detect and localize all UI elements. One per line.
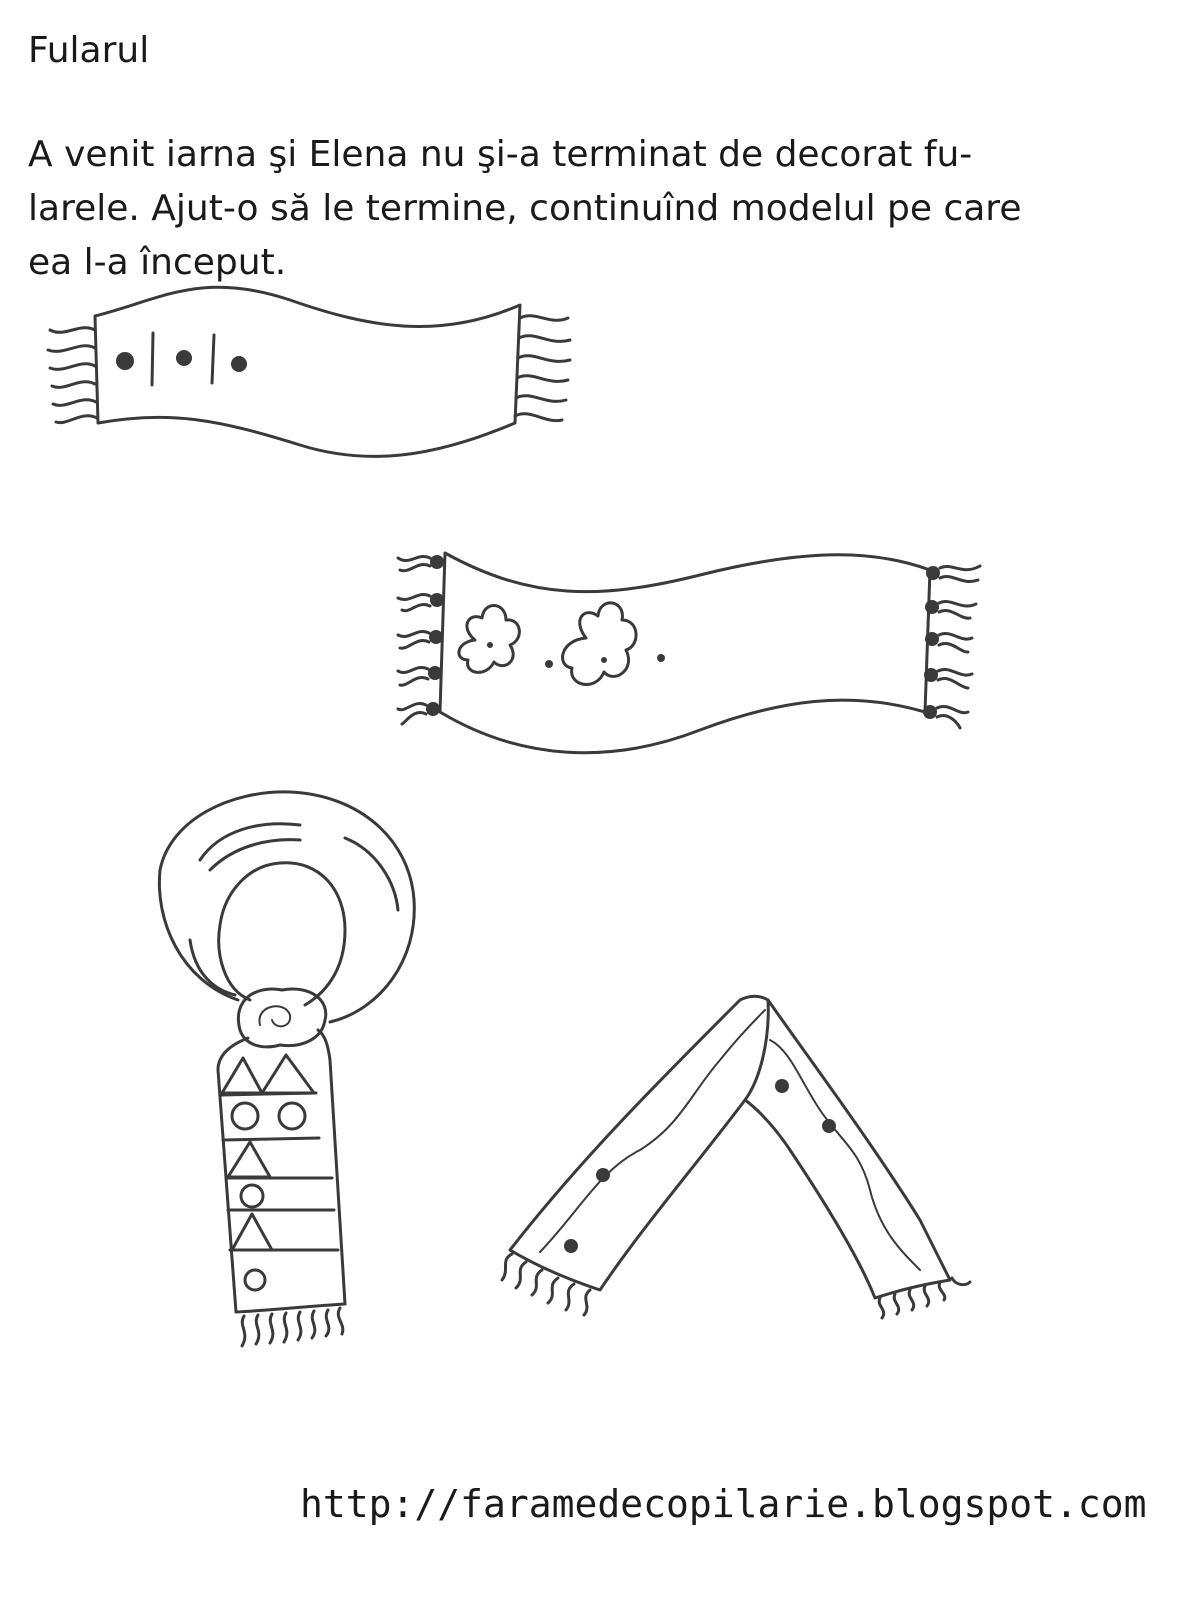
scarf-3-stripe xyxy=(223,1138,319,1140)
scarf-1 xyxy=(48,287,570,456)
instructions-line-3: ea l-a început. xyxy=(28,242,287,283)
scarf-2-dot xyxy=(657,654,665,662)
scarf-1-outline xyxy=(95,287,520,456)
scarf-2-flower-center xyxy=(487,642,493,648)
scarf-2-flower-center xyxy=(601,657,607,663)
scarf-3-triangle xyxy=(228,1142,270,1177)
scarf-1-fringe-right xyxy=(515,316,570,421)
instructions-line-1: A venit iarna şi Elena nu şi-a terminat de decorat fu- xyxy=(28,134,973,175)
scarf-3-triangle xyxy=(222,1058,262,1093)
scarf-1-dot xyxy=(176,350,192,366)
scarf-2-flower xyxy=(459,605,519,672)
scarf-3-loop-outer xyxy=(159,792,414,1022)
scarf-1-fringe-left xyxy=(48,328,97,423)
scarf-4-dot xyxy=(596,1168,610,1182)
scarf-4-dot xyxy=(822,1119,836,1133)
scarf-4-fringe-left xyxy=(502,1254,590,1315)
scarf-1-dot xyxy=(231,356,247,372)
scarf-2-flower xyxy=(563,603,637,685)
worksheet-title: Fularul xyxy=(28,30,150,71)
scarf-2 xyxy=(398,553,980,753)
scarf-4-dot xyxy=(564,1239,578,1253)
instructions-line-2: larele. Ajut-o să le termine, continuînd modelul pe care xyxy=(28,188,1022,229)
scarf-3-tail xyxy=(218,1030,345,1312)
scarf-3-knot xyxy=(238,989,325,1047)
scarf-2-fringe-left xyxy=(398,555,444,724)
scarf-4-left-fold xyxy=(540,1010,765,1252)
scarf-3-circle xyxy=(245,1270,265,1290)
scarf-3-circle xyxy=(241,1185,263,1207)
scarf-1-line xyxy=(212,335,214,383)
scarf-3-loop-inner xyxy=(219,863,345,1005)
scarf-3-circle xyxy=(232,1103,258,1129)
scarf-4-dot xyxy=(775,1079,789,1093)
scarf-3-triangle xyxy=(262,1055,314,1093)
scarf-3 xyxy=(159,792,414,1346)
scarf-3-circle xyxy=(279,1103,305,1129)
scarf-3-loop-folds xyxy=(190,824,398,995)
scarf-1-line xyxy=(152,333,153,385)
scarf-2-dot xyxy=(545,660,553,668)
footer-url: http://faramedecopilarie.blogspot.com xyxy=(300,1482,1147,1526)
scarf-1-dot xyxy=(116,352,134,370)
scarf-4 xyxy=(502,996,970,1318)
scarf-3-triangle xyxy=(232,1214,272,1250)
scarf-4-left-arm xyxy=(510,996,768,1290)
scarf-3-fringe xyxy=(242,1308,343,1346)
scarf-3-knot-swirl xyxy=(259,1006,290,1026)
scarf-2-fringe-right xyxy=(923,566,980,728)
